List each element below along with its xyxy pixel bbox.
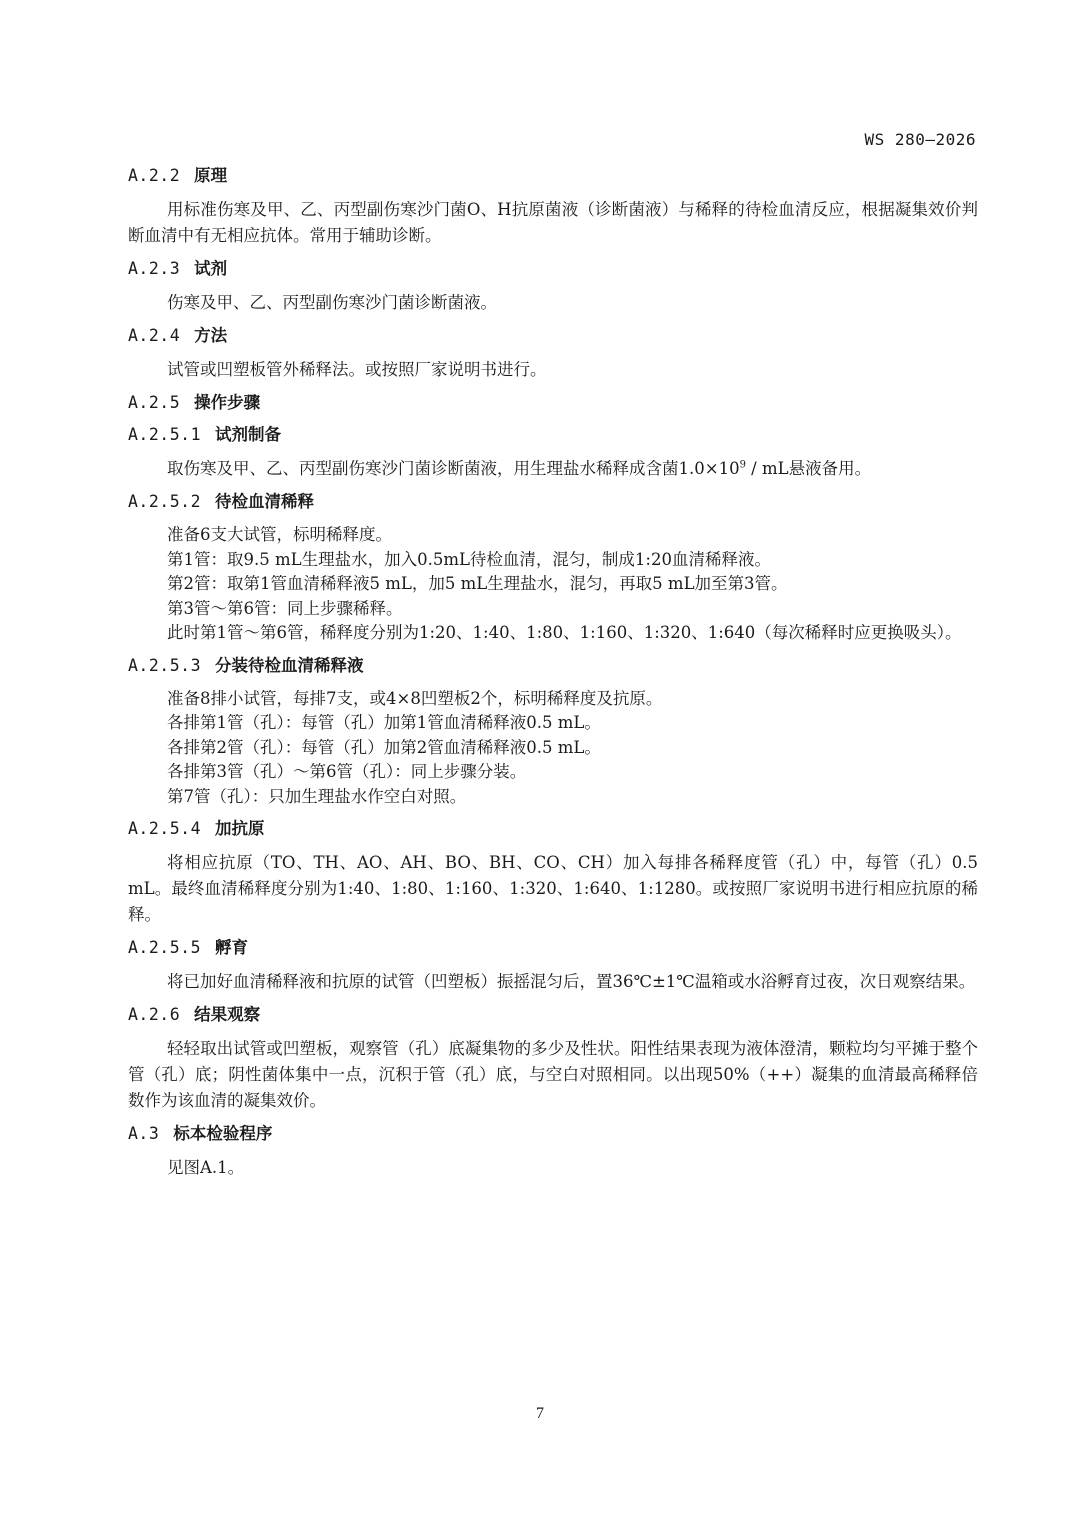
- section-title: 孵育: [215, 938, 249, 957]
- dispense-steps: [128, 687, 978, 810]
- standard-number: WS 280—2026: [864, 130, 976, 149]
- section-title: 标本检验程序: [173, 1124, 273, 1143]
- heading-a-2-5-3: [128, 654, 978, 678]
- heading-a-2-5-5: [128, 936, 978, 960]
- list-line: 各排第1管（孔）：每管（孔）加第1管血清稀释液0.5 mL。: [167, 713, 601, 732]
- paragraph-reagents: 伤寒及甲、乙、丙型副伤寒沙门菌诊断菌液。: [167, 293, 497, 312]
- section-title: 加抗原: [215, 819, 265, 838]
- serum-dilution-steps: [128, 523, 978, 646]
- section-number: A.2.3: [128, 259, 181, 278]
- paragraph-result-observation: 轻轻取出试管或凹塑板，观察管（孔）底凝集物的多少及性状。阳性结果表现为液体澄清，颗粒均匀平摊于整个管（孔）底；阴性菌体集中一点，沉积于管（孔）底，与空白对照相同。以出现50%（++）凝集的血清最高稀释倍数作为该血清的凝集效价。: [128, 1039, 978, 1110]
- paragraph-reagent-prep: [128, 456, 978, 482]
- section-number: A.2.5: [128, 393, 181, 412]
- section-number: A.2.5.4: [128, 819, 202, 838]
- section-title: 结果观察: [194, 1005, 261, 1024]
- exponent: 9: [739, 459, 746, 471]
- section-title: 方法: [194, 326, 228, 345]
- page-number: 7: [536, 1405, 544, 1422]
- reagent-prep-text: 取伤寒及甲、乙、丙型副伤寒沙门菌诊断菌液，用生理盐水稀释成含菌1.0×10: [167, 459, 740, 478]
- heading-a-2-5: [128, 391, 978, 415]
- list-line: 准备8排小试管，每排7支，或4×8凹塑板2个，标明稀释度及抗原。: [167, 688, 663, 708]
- section-title: 分装待检血清稀释液: [215, 655, 364, 675]
- heading-a-2-4: [128, 324, 978, 348]
- section-number: A.2.5.3: [128, 655, 202, 675]
- list-line: 第1管：取9.5 mL生理盐水，加入0.5mL待检血清，混匀，制成1:20血清稀释液。: [167, 549, 771, 569]
- section-title: 试剂: [194, 259, 228, 278]
- heading-a-2-5-4: [128, 817, 978, 841]
- list-line: 第3管～第6管：同上步骤稀释。: [167, 598, 403, 618]
- list-line: 各排第3管（孔）～第6管（孔）：同上步骤分装。: [167, 762, 527, 781]
- section-number: A.2.5.5: [128, 938, 202, 957]
- list-line: 各排第2管（孔）：每管（孔）加第2管血清稀释液0.5 mL。: [167, 737, 601, 757]
- list-line: 准备6支大试管，标明稀释度。: [167, 525, 392, 544]
- section-number: A.2.5.1: [128, 425, 202, 444]
- heading-a-2-2: [128, 164, 978, 188]
- list-line: 此时第1管～第6管，稀释度分别为1:20、1:40、1:80、1:160、1:320、1:640（每次稀释时应更换吸头）。: [167, 623, 962, 642]
- section-number: A.3: [128, 1124, 160, 1143]
- list-line: 第7管（孔）：只加生理盐水作空白对照。: [167, 786, 467, 806]
- page-content: [128, 164, 978, 1181]
- section-number: A.2.6: [128, 1005, 181, 1024]
- section-number: A.2.2: [128, 166, 181, 185]
- heading-a-3: [128, 1122, 978, 1146]
- reagent-prep-text-end: / mL悬液备用。: [745, 459, 872, 478]
- heading-a-2-3: [128, 257, 978, 281]
- paragraph-incubation: 将已加好血清稀释液和抗原的试管（凹塑板）振摇混匀后，置36℃±1℃温箱或水浴孵育过夜，次日观察结果。: [167, 972, 976, 991]
- section-title: 操作步骤: [194, 393, 261, 412]
- heading-a-2-5-1: [128, 423, 978, 447]
- section-number: A.2.5.2: [128, 492, 202, 511]
- paragraph-procedure-ref: 见图A.1。: [167, 1158, 245, 1177]
- section-title: 待检血清稀释: [215, 492, 315, 511]
- paragraph-add-antigen: 将相应抗原（TO、TH、AO、AH、BO、BH、CO、CH）加入每排各稀释度管（孔）中，每管（孔）0.5 mL。最终血清稀释度分别为1:40、1:80、1:160、1:320、1:640、1:1280。或按照厂家说明书进行相应抗原的稀释。: [128, 853, 978, 924]
- section-number: A.2.4: [128, 326, 181, 345]
- section-title: 原理: [194, 166, 228, 185]
- section-title: 试剂制备: [215, 425, 282, 444]
- paragraph-principle: 用标准伤寒及甲、乙、丙型副伤寒沙门菌O、H抗原菌液（诊断菌液）与稀释的待检血清反应，根据凝集效价判断血清中有无相应抗体。常用于辅助诊断。: [128, 200, 978, 245]
- list-line: 第2管：取第1管血清稀释液5 mL，加5 mL生理盐水，混匀，再取5 mL加至第3管。: [167, 574, 788, 593]
- heading-a-2-6: [128, 1003, 978, 1027]
- heading-a-2-5-2: [128, 490, 978, 514]
- paragraph-method: 试管或凹塑板管外稀释法。或按照厂家说明书进行。: [167, 360, 547, 379]
